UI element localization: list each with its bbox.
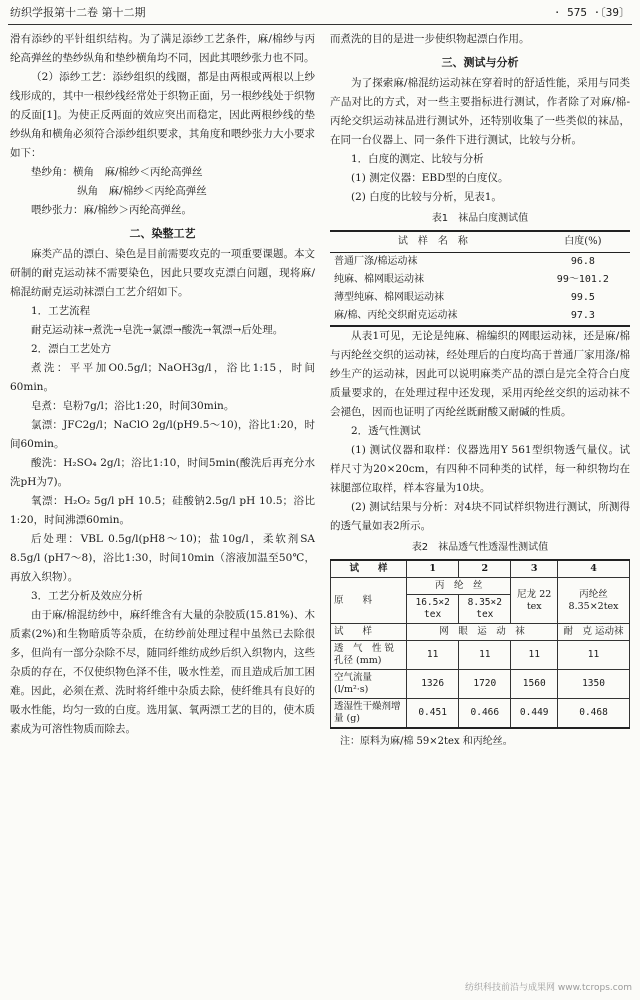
table-cell: 丙纶丝 8.35×2tex [558, 578, 630, 624]
table-row [331, 624, 630, 641]
permeability-table [330, 559, 630, 729]
table-cell: 尼龙 22 tex [511, 578, 558, 624]
table-cell: 纯麻、棉网眼运动袜 [334, 274, 424, 285]
table-cell: 0.451 [407, 699, 459, 729]
left-column [10, 30, 315, 739]
paragraph: 为了探索麻/棉混纺运动袜在穿着时的舒适性能，采用与同类产品对比的方式，对一些主要指标进行测试，作者除了对麻/棉-丙纶交织运动袜品进行测试外，还特别收集了一些类似的袜品，在同一台仪器上、同一条件下进行测试，比较与分析。 [330, 77, 630, 146]
table-cell: 16.5×2 tex [407, 595, 459, 624]
paragraph: 喂纱张力：麻/棉纱＞丙纶高弹丝。 [31, 204, 193, 216]
paragraph: 氧漂：H₂O₂ 5g/l pH 10.5；硅酸钠2.5g/l pH 10.5；浴比1:20，时间沸漂60min。 [10, 495, 315, 526]
table-cell: 11 [558, 641, 630, 670]
table-cell: 0.468 [558, 699, 630, 729]
header-rule [8, 24, 632, 25]
paragraph: 耐克运动袜→煮洗→皂洗→氯漂→酸洗→氧漂→后处理。 [31, 324, 284, 336]
table-row [331, 699, 630, 729]
table-cell: 11 [459, 641, 511, 670]
whiteness-table [330, 230, 630, 327]
table-cell: 1326 [407, 670, 459, 699]
table-header: 白度(%) [536, 231, 630, 253]
table-row [330, 307, 630, 326]
page-number: · 575 ·〔39〕 [553, 6, 630, 19]
table-cell: 薄型纯麻、棉网眼运动袜 [334, 292, 444, 303]
paragraph: 垫纱角：横角 麻/棉纱＜丙纶高弹丝 [31, 166, 203, 178]
table-cell: 97.3 [570, 310, 595, 321]
row-label: 原 料 [331, 578, 407, 624]
table-cell: 耐 克 运动袜 [558, 624, 630, 641]
paragraph: 而煮洗的目的是进一步使织物起漂白作用。 [330, 33, 530, 45]
running-head [10, 4, 630, 22]
table-cell: 普通厂涤/棉运动袜 [334, 256, 418, 267]
paragraph: （2）添纱工艺：添纱组织的线圈，都是由两根或两根以上纱线形成的，其中一根纱线经常处于织物正面，另一根纱线处于织物的反面[1]。为使正反两面的效应突出而稳定，因此两根纱线的垫纱纵角和横角必须符合添纱组织要求，其角度和喂纱张力大小要求如下： [10, 71, 315, 159]
table-cell: 0.449 [511, 699, 558, 729]
paragraph: 氯漂：JFC2g/l；NaClO 2g/l(pH9.5～10)，浴比1:20，时间60min。 [10, 419, 315, 450]
paragraph: (1) 测定仪器：EBD型的白度仪。 [351, 172, 509, 184]
table-cell: 丙 纶 丝 [407, 578, 511, 595]
paragraph: 酸洗：H₂SO₄ 2g/l；浴比1:10，时间5min(酸洗后再充分水洗pH为7)。 [10, 457, 315, 488]
subheading: 1．工艺流程 [31, 305, 91, 317]
subheading: 1．白度的测定、比较与分析 [351, 153, 484, 165]
table-cell: 8.35×2 tex [459, 595, 511, 624]
table-row [330, 271, 630, 289]
table-cell: 11 [407, 641, 459, 670]
table-cell: 1720 [459, 670, 511, 699]
table-cell: 0.466 [459, 699, 511, 729]
table-header: 4 [558, 560, 630, 578]
table-cell: 网 眼 运 动 袜 [407, 624, 558, 641]
table-row [331, 560, 630, 578]
table-header: 2 [459, 560, 511, 578]
section-heading: 三、测试与分析 [441, 56, 519, 69]
table-caption: 表2 袜品透气性透湿性测试值 [411, 542, 549, 553]
row-label: 空气流量 (l/m²·s) [331, 670, 407, 699]
paragraph: (2) 测试结果与分析：对4块不同试样织物进行测试，所测得的透气量如表2所示。 [330, 501, 630, 532]
section-heading: 二、染整工艺 [129, 227, 196, 240]
paragraph: 皂煮：皂粉7g/l；浴比1:20，时间30min。 [31, 400, 235, 412]
paragraph: 后处理：VBL 0.5g/l(pH8～10)；盐10g/l，柔软剂SA 8.5g/l (pH7～8)，浴比1:30，时间10min（溶液加温至50℃，再放入织物）。 [10, 533, 315, 583]
table-header: 试 样 名 称 [330, 231, 536, 253]
table-row [331, 578, 630, 595]
table-cell: 1350 [558, 670, 630, 699]
journal-title: 纺织学报第十二卷 第十二期 [10, 6, 146, 19]
right-column [330, 30, 630, 751]
paragraph: 纵角 麻/棉纱＜丙纶高弹丝 [77, 185, 207, 197]
table-cell: 11 [511, 641, 558, 670]
row-label: 试 样 [331, 624, 407, 641]
table-header: 1 [407, 560, 459, 578]
table-header: 试 样 [331, 560, 407, 578]
table-cell: 99.5 [570, 292, 595, 303]
table-cell: 麻/棉、丙纶交织耐克运动袜 [334, 310, 458, 321]
table-header: 3 [511, 560, 558, 578]
table-cell: 1560 [511, 670, 558, 699]
paragraph: 煮洗：平平加O0.5g/l；NaOH3g/l，浴比1:15，时间60min。 [10, 362, 315, 393]
table-cell: 96.8 [570, 256, 595, 267]
table-cell: 99～101.2 [556, 274, 609, 285]
table-row [330, 289, 630, 307]
subheading: 3．工艺分析及效应分析 [31, 590, 143, 602]
table-row [330, 253, 630, 272]
subheading: 2．漂白工艺处方 [31, 343, 112, 355]
table-note: 注：原料为麻/棉 59×2tex 和丙纶丝。 [340, 736, 513, 747]
table-caption: 表1 袜品白度测试值 [431, 213, 529, 224]
row-label: 透湿性干燥剂增量 (g) [331, 699, 407, 729]
paragraph: 由于麻/棉混纺纱中，麻纤维含有大量的杂胶质(15.81%)、木质素(2%)和生物暗质等杂质，在纺纱前处理过程中虽然已去除很多，但尚有一部分杂除不尽，随同纤维纺成纱后织入织物内，这些杂质的存在，不仅使织物色泽不佳，吸水性差，而且造成后加工困难。因此，必须在煮、洗时将纤维中杂质去除，使纤维具有良好的吸水性能，均匀一致的白度。选用氯、氧两漂工艺的目的，使木质素成为可溶性物质而除去。 [10, 609, 315, 735]
subheading: 2．透气性测试 [351, 425, 421, 437]
table-row [331, 641, 630, 670]
paragraph: (1) 测试仪器和取样：仪器选用Y 561型织物透气量仪。试样尺寸为20×20cm，有四种不同种类的试样，每一种织物均在袜腿部位取样，样本容量为10块。 [330, 444, 630, 494]
watermark: 纺织科技前沿与成果网 www.tcrops.com [465, 983, 632, 993]
row-label: 透 气 性 锐孔径 (mm) [331, 641, 407, 670]
paragraph: 从表1可见，无论是纯麻、棉编织的网眼运动袜，还是麻/棉与丙纶丝交织的运动袜，经处理后的白度均高于普通厂家用涤/棉纱生产的运动袜，因此可以说明麻类产品的漂白是完全符合白度质量要求的，在处理过程中还发现，采用丙纶丝交织的运动袜不会褪色，因而也证明了丙纶丝既耐酸又耐碱的性质。 [330, 330, 630, 418]
paragraph: 滑有添纱的平针组织结构。为了满足添纱工艺条件，麻/棉纱与丙纶高弹丝的垫纱纵角和垫纱横角均不同，因此其喂纱张力也不同。 [10, 33, 315, 64]
table-row [331, 670, 630, 699]
paragraph: 麻类产品的漂白、染色是目前需要攻克的一项重要课题。本文研制的耐克运动袜不需要染色，因此只要攻克漂白问题，现将麻/棉混纺耐克运动袜漂白工艺介绍如下。 [10, 248, 315, 298]
paragraph: (2) 白度的比较与分析，见表1。 [351, 191, 502, 203]
